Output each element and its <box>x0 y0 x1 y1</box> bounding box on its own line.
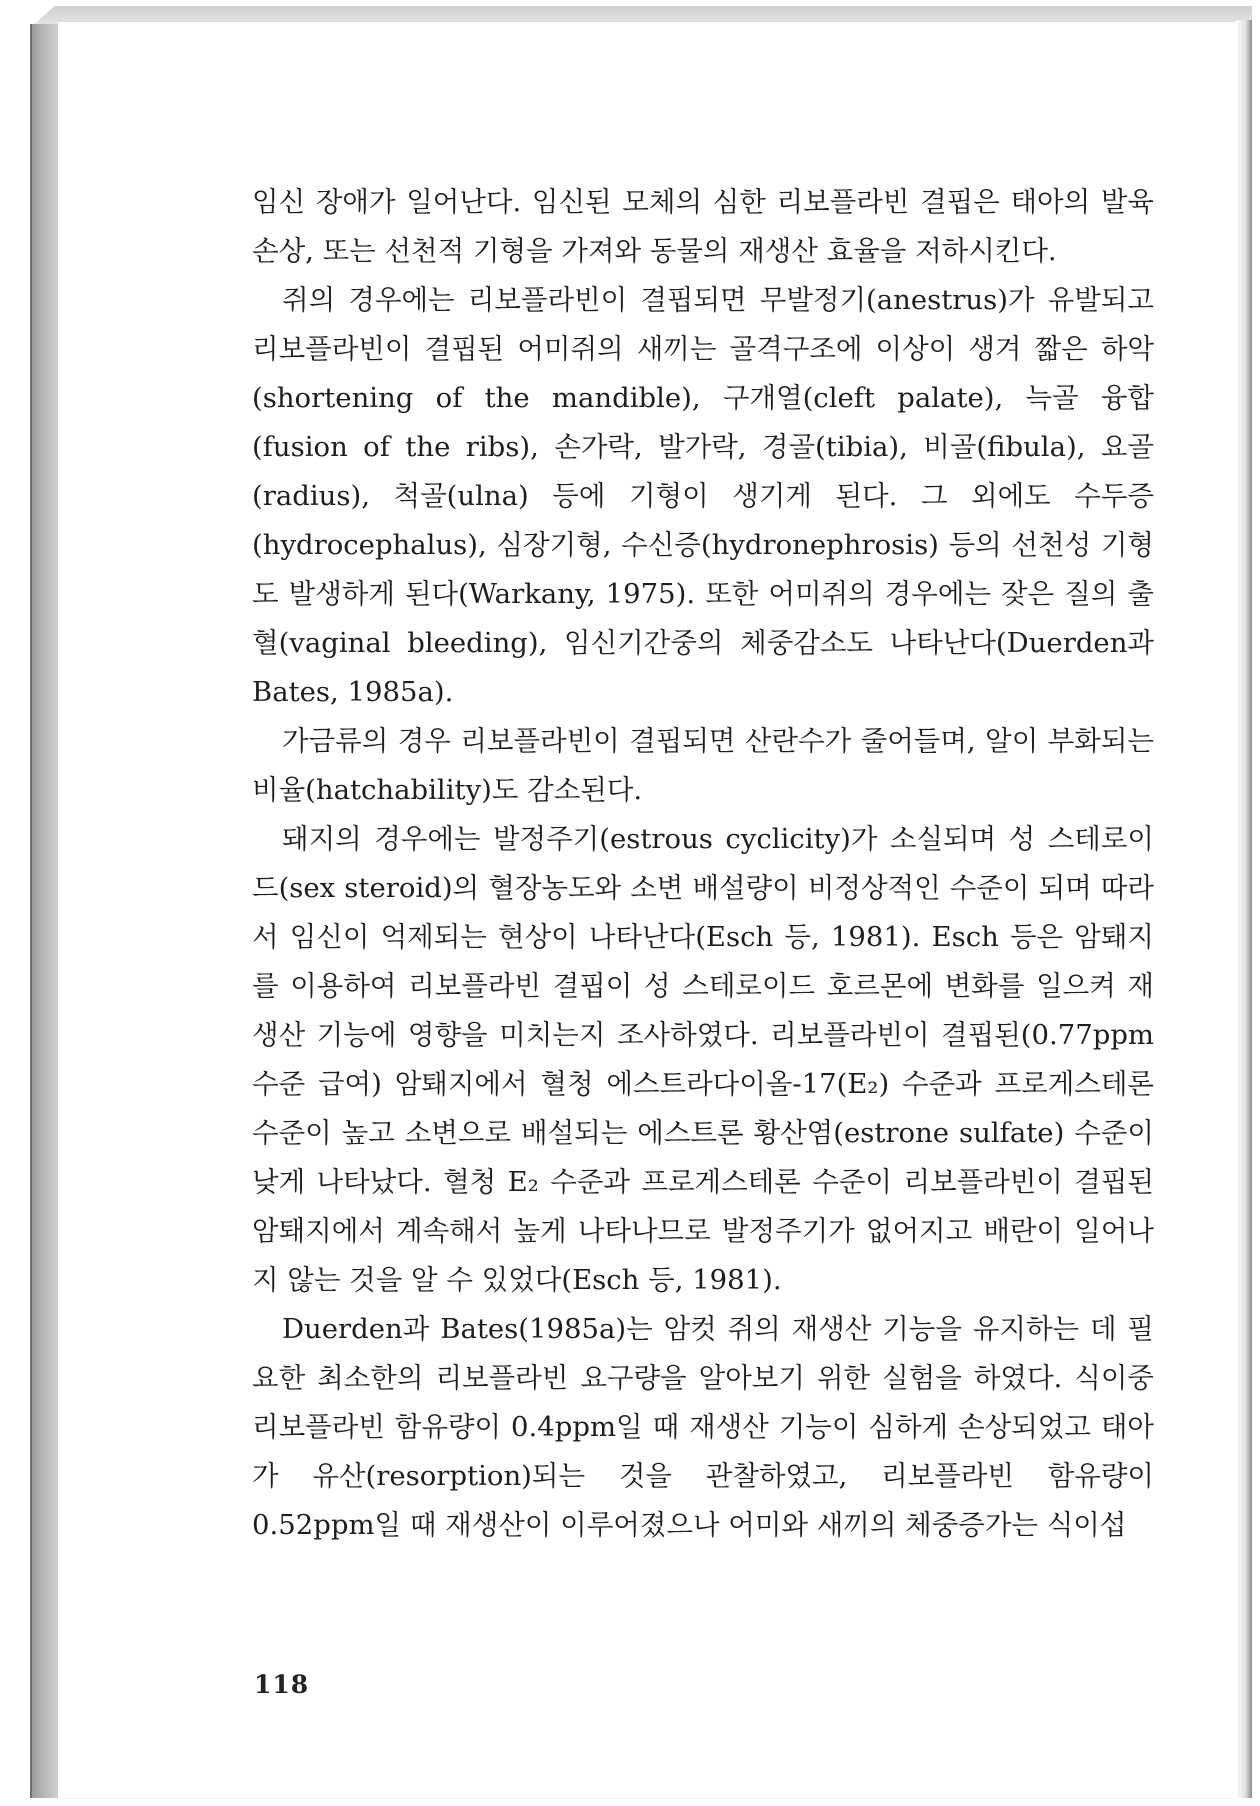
paragraph-1: 임신 장애가 일어난다. 임신된 모체의 심한 리보플라빈 결핍은 태아의 발육손상, 또는 선천적 기형을 가져와 동물의 재생산 효율을 저하시킨다. <box>252 186 1154 267</box>
paragraph-4: 돼지의 경우에는 발정주기(estrous cyclicity)가 소실되며 성 스테로이드(sex steroid)의 혈장농도와 소변 배설량이 비정상적인 수준이 되며 따라서 임신이 억제되는 현상이 나타난다(Esch 등, 1981). Esch 등은 암퇘지를 이용하여 리보플라빈 결핍이 성 스테로이드 호르몬에 변화를 일으켜 재생산 기능에 영향을 미치는지 조사하였다. 리보플라빈이 결핍된(0.77ppm 수준 급여) 암퇘지에서 혈청 에스트라다이올-17(E₂) 수준과 프로게스테론 수준이 높고 소변으로 배설되는 에스트론 황산염(estrone sulfate) 수준이 낮게 나타났다. 혈청 E₂ 수준과 프로게스테론 수준이 리보플라빈이 결핍된 암퇘지에서 계속해서 높게 나타나므로 발정주기가 없어지고 배란이 일어나지 않는 것을 알 수 있었다(Esch 등, 1981). <box>252 823 1154 1296</box>
page-right-edge <box>1236 20 1252 1798</box>
book <box>30 6 1252 1798</box>
paragraph-5: Duerden과 Bates(1985a)는 암컷 쥐의 재생산 기능을 유지하는 데 필요한 최소한의 리보플라빈 요구량을 알아보기 위한 실험을 하였다. 식이중 리보플라빈 함유량이 0.4ppm일 때 재생산 기능이 심하게 손상되었고 태아가 유산(resorption)되는 것을 관찰하였고, 리보플라빈 함유량이 0.52ppm일 때 재생산이 이루어졌으나 어미와 새끼의 체중증가는 식이섭 <box>252 1313 1154 1541</box>
book-page <box>58 22 1238 1798</box>
paragraph-3: 가금류의 경우 리보플라빈이 결핍되면 산란수가 줄어들며, 알이 부화되는 비율(hatchability)도 감소된다. <box>252 725 1154 806</box>
page-number: 118 <box>254 1670 310 1699</box>
page-body-text <box>252 178 1154 1550</box>
paragraph-2: 쥐의 경우에는 리보플라빈이 결핍되면 무발정기(anestrus)가 유발되고 리보플라빈이 결핍된 어미쥐의 새끼는 골격구조에 이상이 생겨 짧은 하악(shortening of the mandible), 구개열(cleft palate), 늑골 융합(fusion of the ribs), 손가락, 발가락, 경골(tibia), 비골(fibula), 요골(radius), 척골(ulna) 등에 기형이 생기게 된다. 그 외에도 수두증(hydrocephalus), 심장기형, 수신증(hydronephrosis) 등의 선천성 기형도 발생하게 된다(Warkany, 1975). 또한 어미쥐의 경우에는 잦은 질의 출혈(vaginal bleeding), 임신기간중의 체중감소도 나타난다(Duerden과 Bates, 1985a). <box>252 284 1154 708</box>
